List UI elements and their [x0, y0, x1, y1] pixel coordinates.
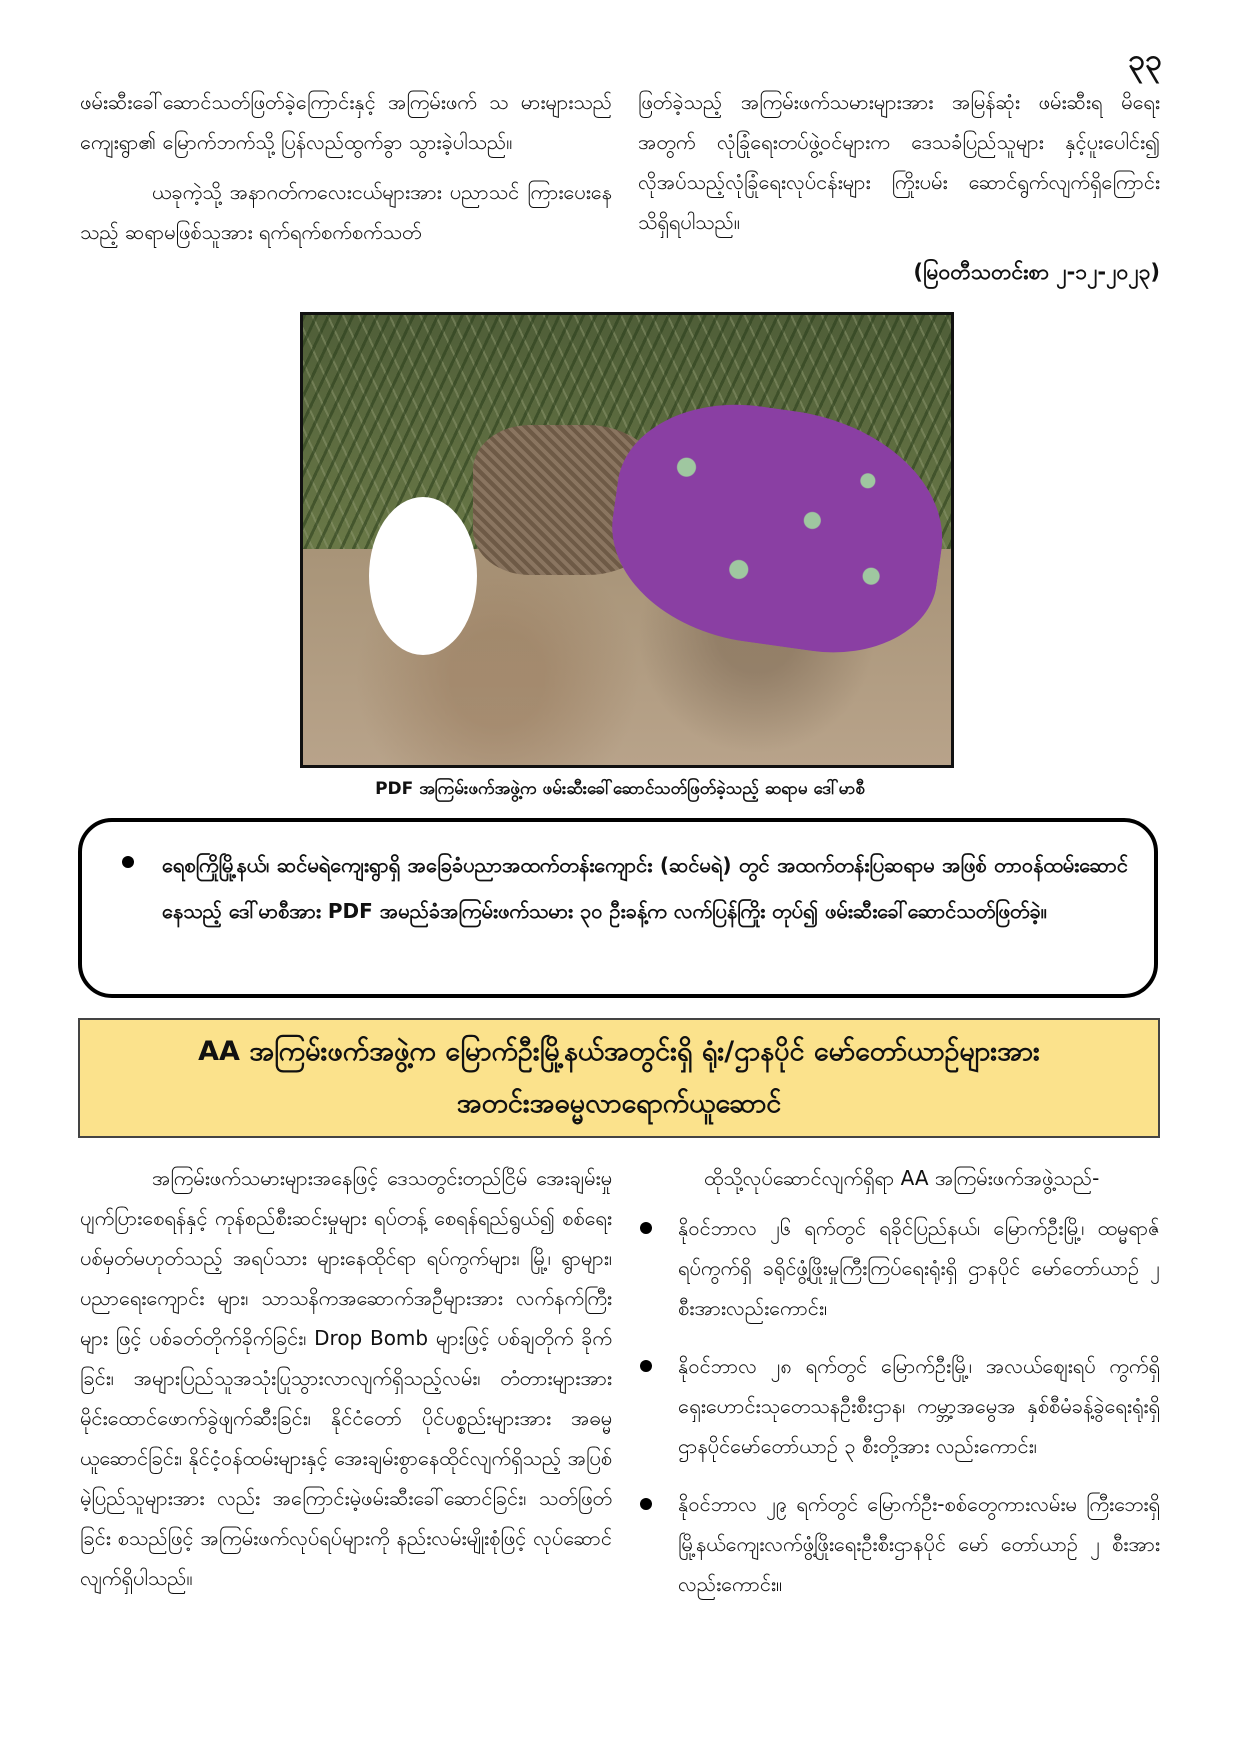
bottom-right-column	[638, 1158, 1160, 1622]
bottom-left-column	[80, 1158, 612, 1608]
top-right-column	[638, 82, 1160, 292]
bullet-icon	[640, 1498, 652, 1510]
list-intro: ထိုသို့လုပ်ဆောင်လျက်ရှိရာ AA အကြမ်းဖက်အဖွဲ့သည်-	[704, 1166, 1100, 1190]
bullet-icon	[122, 856, 134, 868]
headline-line-2: အတင်းအဓမ္မလာရောက်ယူဆောင်	[456, 1088, 782, 1119]
bullet-icon	[640, 1360, 652, 1372]
list-item	[638, 1208, 1160, 1328]
top-left-paragraph-1: ဖမ်းဆီးခေါ်ဆောင်သတ်ဖြတ်ခဲ့ကြောင်းနှင့် အကြမ်းဖက် သ မားများသည် ကျေးရွာ၏ မြောက်ဘက်သို့ ပြန်လည်ထွက်ခွာ သွားခဲ့ပါသည်။	[80, 90, 612, 154]
summary-text: ရေစကြိုမြို့နယ်၊ ဆင်မရဲကျေးရွာရှိ အခြေခံပညာအထက်တန်းကျောင်း (ဆင်မရဲ) တွင် အထက်တန်းပြဆရာမ အဖြစ် တာဝန်ထမ်းဆောင်နေသည့် ဒေါ်မာစီအား PDF အမည်ခံအကြမ်းဖက်သမား ၃၀ ဦးခန့်က လက်ပြန်ကြိုး တုပ်၍ ဖမ်းဆီးခေါ်ဆောင်သတ်ဖြတ်ခဲ့။	[162, 853, 1128, 923]
bottom-left-paragraph: အကြမ်းဖက်သမားများအနေဖြင့် ဒေသတွင်းတည်ငြိမ် အေးချမ်းမှုပျက်ပြားစေရန်နှင့် ကုန်စည်စီးဆင်းမှုများ ရပ်တန့် စေရန်ရည်ရွယ်၍ စစ်ရေးပစ်မှတ်မဟုတ်သည့် အရပ်သား များနေထိုင်ရာ ရပ်ကွက်များ၊ မြို့၊ ရွာများ၊ ပညာရေးကျောင်း များ၊ သာသနိကအဆောက်အဦများအား လက်နက်ကြီးများ ဖြင့် ပစ်ခတ်တိုက်ခိုက်ခြင်း၊ Drop Bomb များဖြင့် ပစ်ချတိုက် ခိုက်ခြင်း၊ အများပြည်သူအသုံးပြုသွားလာလျက်ရှိသည့်လမ်း၊ တံတားများအား မိုင်းထောင်ဖောက်ခွဲဖျက်ဆီးခြင်း၊ နိုင်ငံတော် ပိုင်ပစ္စည်းများအား အဓမ္မယူဆောင်ခြင်း၊ နိုင်ငံ့ဝန်ထမ်းများနှင့် အေးချမ်းစွာနေထိုင်လျက်ရှိသည့် အပြစ်မဲ့ပြည်သူများအား လည်း အကြောင်းမဲ့ဖမ်းဆီးခေါ်ဆောင်ခြင်း၊ သတ်ဖြတ်ခြင်း စသည်ဖြင့် အကြမ်းဖက်လုပ်ရပ်များကို နည်းလမ်းမျိုးစုံဖြင့် လုပ်ဆောင်လျက်ရှိပါသည်။	[80, 1166, 612, 1590]
news-source: (မြဝတီသတင်းစာ ၂-၁၂-၂၀၂၃)	[913, 260, 1160, 284]
list-item	[638, 1346, 1160, 1466]
photo-caption: PDF အကြမ်းဖက်အဖွဲ့က ဖမ်းဆီးခေါ်ဆောင်သတ်ဖြတ်ခဲ့သည့် ဆရာမ ဒေါ်မာစီ	[375, 779, 865, 799]
headline-line-1: AA အကြမ်းဖက်အဖွဲ့က မြောက်ဦးမြို့နယ်အတွင်းရှိ ရုံး/ဌာနပိုင် မော်တော်ယာဉ်များအား	[198, 1036, 1040, 1067]
headline	[198, 1026, 1040, 1130]
face-redaction	[369, 497, 477, 655]
bullet-icon	[640, 1222, 652, 1234]
top-left-paragraph-2: ယခုကဲ့သို့ အနာဂတ်ကလေးငယ်များအား ပညာသင် ကြားပေးနေသည့် ဆရာမဖြစ်သူအား ရက်ရက်စက်စက်သတ်	[80, 180, 612, 244]
summary-box	[78, 818, 1158, 998]
headline-box	[78, 1018, 1160, 1138]
summary-bullet	[122, 842, 1128, 934]
list-item	[638, 1484, 1160, 1604]
incident-list	[638, 1208, 1160, 1604]
top-left-column	[80, 82, 612, 262]
list-item-text: နိုဝင်ဘာလ ၂၈ ရက်တွင် မြောက်ဦးမြို့၊ အလယ်စျေးရပ် ကွက်ရှိ ရှေးဟောင်းသုတေသနဦးစီးဌာန၊ ကမ္ဘာ့အမွေအ နှစ်စီမံခန့်ခွဲရေးရုံးရှိ ဌာနပိုင်မော်တော်ယာဉ် ၃ စီးတို့အား လည်းကောင်း၊	[678, 1354, 1160, 1458]
top-right-paragraph: ဖြတ်ခဲ့သည့် အကြမ်းဖက်သမားများအား အမြန်ဆုံး ဖမ်းဆီးရ မိရေးအတွက် လုံခြုံရေးတပ်ဖွဲ့ဝင်များက ဒေသခံပြည်သူများ နှင့်ပူးပေါင်း၍ လိုအပ်သည့်လုံခြုံရေးလုပ်ငန်းများ ကြိုးပမ်း ဆောင်ရွက်လျက်ရှိကြောင်း သိရှိရပါသည်။	[638, 90, 1160, 234]
list-item-text: နိုဝင်ဘာလ ၂၆ ရက်တွင် ရခိုင်ပြည်နယ်၊ မြောက်ဦးမြို့၊ ထမ္မရာဇ်ရပ်ကွက်ရှိ ခရိုင်ဖွံ့ဖြိုးမှုကြီးကြပ်ရေးရုံးရှိ ဌာနပိုင် မော်တော်ယာဉ် ၂ စီးအားလည်းကောင်း၊	[678, 1216, 1160, 1320]
page-number: ၃၃	[1128, 43, 1162, 78]
news-photo	[300, 312, 954, 768]
list-item-text: နိုဝင်ဘာလ ၂၉ ရက်တွင် မြောက်ဦး-စစ်တွေကားလမ်းမ ကြီးဘေးရှိ မြို့နယ်ကျေးလက်ဖွံ့ဖြိုးရေးဦးစီးဌာနပိုင် မော် တော်ယာဉ် ၂ စီးအားလည်းကောင်း။	[678, 1492, 1160, 1596]
